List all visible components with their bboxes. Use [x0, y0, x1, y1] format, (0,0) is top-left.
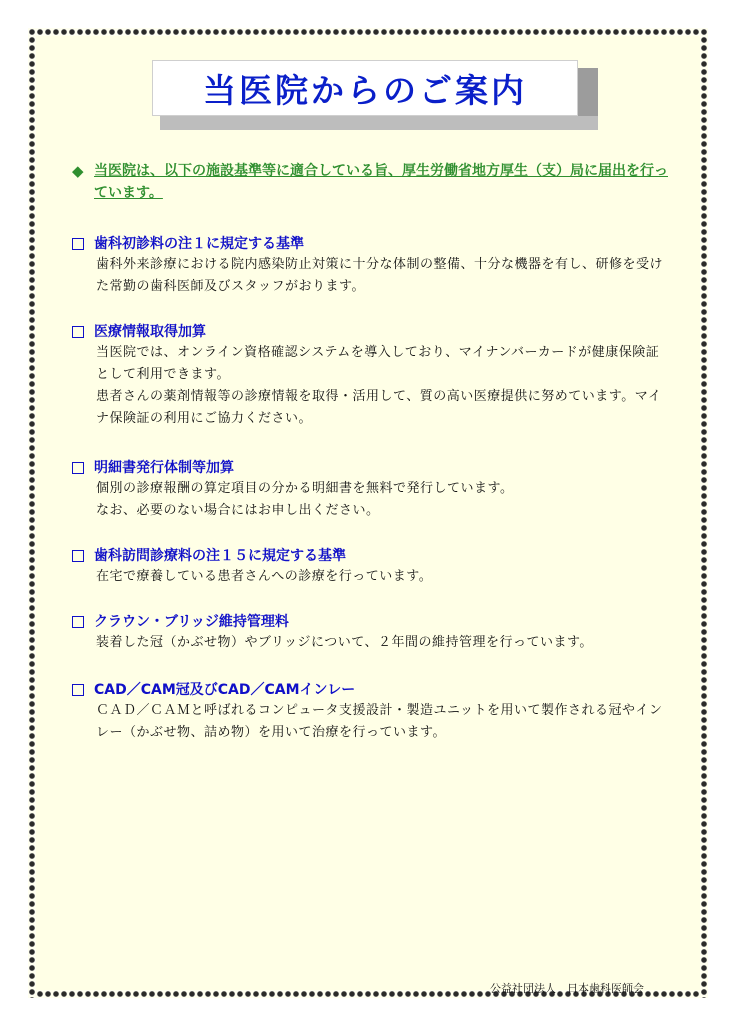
- section-heading: クラウン・ブリッジ維持管理料: [94, 614, 289, 630]
- square-outline-icon: [72, 238, 84, 250]
- section-line: ＣＡＤ／ＣＡＭと呼ばれるコンピュータ支援設計・製造ユニットを用いて製作される冠やインレー（かぶせ物、詰め物）を用いて治療を行っています。: [96, 703, 663, 740]
- square-outline-icon: [72, 462, 84, 474]
- section-first-visit: [72, 234, 672, 298]
- section-line: 患者さんの薬剤情報等の診療情報を取得・活用して、質の高い医療提供に努めています。マイナ保険証の利用にご協力ください。: [96, 389, 662, 426]
- section-heading: 医療情報取得加算: [94, 324, 206, 340]
- section-heading: 歯科初診料の注１に規定する基準: [94, 236, 304, 252]
- section-heading: 明細書発行体制等加算: [94, 460, 234, 476]
- section-body: [96, 632, 672, 654]
- section-home-visit: [72, 546, 672, 588]
- square-outline-icon: [72, 326, 84, 338]
- section-cad-cam: [72, 680, 672, 744]
- intro-text: 当医院は、以下の施設基準等に適合している旨、厚生労働省地方厚生（支）局に届出を行っています。: [94, 163, 668, 201]
- section-heading: CAD／CAM冠及びCAD／CAMインレー: [94, 682, 356, 698]
- decorative-border-left: [28, 28, 36, 998]
- section-line: 個別の診療報酬の算定項目の分かる明細書を無料で発行しています。: [96, 481, 514, 496]
- diamond-icon: ◆: [72, 162, 84, 180]
- section-statement: [72, 458, 672, 522]
- footer-organization: 公益社団法人 日本歯科医師会: [490, 982, 644, 995]
- section-line: 歯科外来診療における院内感染防止対策に十分な体制の整備、十分な機器を有し、研修を受けた常勤の歯科医師及びスタッフがおります。: [96, 257, 664, 294]
- section-medical-info: [72, 322, 672, 430]
- section-body: [96, 566, 672, 588]
- square-outline-icon: [72, 616, 84, 628]
- section-line: 当医院では、オンライン資格確認システムを導入しており、マイナンバーカードが健康保険証として利用できます。: [96, 345, 660, 382]
- decorative-border-right: [700, 28, 708, 998]
- section-heading: 歯科訪問診療料の注１５に規定する基準: [94, 548, 346, 564]
- square-outline-icon: [72, 684, 84, 696]
- intro-notice: [72, 160, 672, 204]
- section-line: なお、必要のない場合にはお申し出ください。: [96, 503, 380, 518]
- section-body: [96, 342, 672, 430]
- section-body: [96, 254, 672, 298]
- section-line: 装着した冠（かぶせ物）やブリッジについて、２年間の維持管理を行っています。: [96, 635, 593, 650]
- section-body: [96, 700, 672, 744]
- square-outline-icon: [72, 550, 84, 562]
- decorative-border-top: [28, 28, 708, 36]
- title-box: [152, 60, 578, 116]
- page-title: 当医院からのご案内: [203, 70, 527, 110]
- section-crown-bridge: [72, 612, 672, 654]
- section-line: 在宅で療養している患者さんへの診療を行っています。: [96, 569, 433, 584]
- title-shadow-bottom: [160, 116, 598, 130]
- section-body: [96, 478, 672, 522]
